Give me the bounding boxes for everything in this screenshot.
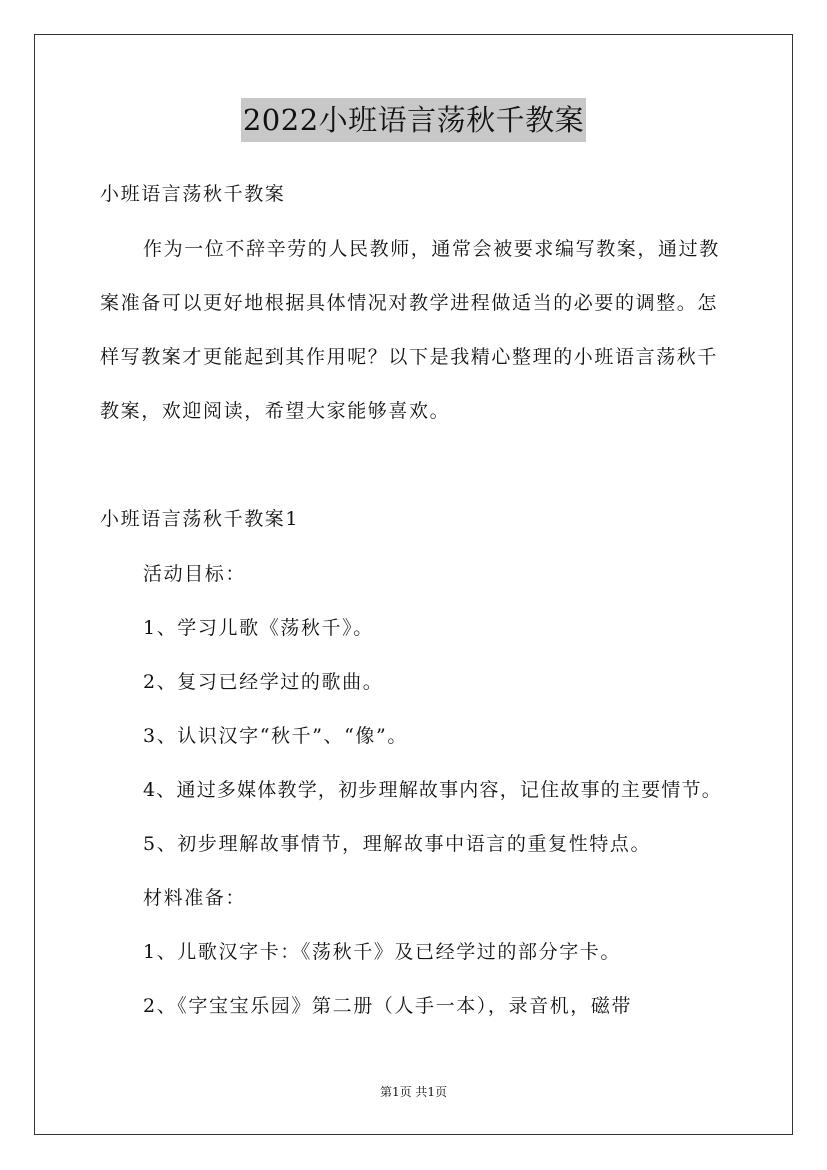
goal-item: 3、认识汉字“秋千”、“像”。 xyxy=(143,725,408,747)
goals-heading: 活动目标： xyxy=(143,563,247,585)
document-subtitle: 小班语言荡秋千教案 xyxy=(100,183,286,205)
materials-heading: 材料准备： xyxy=(143,887,247,909)
document-title: 2022小班语言荡秋千教案 xyxy=(241,98,586,142)
materials-item: 1、儿歌汉字卡：《荡秋千》及已经学过的部分字卡。 xyxy=(143,941,621,963)
intro-line: 案准备可以更好地根据具体情况对教学进程做适当的必要的调整。怎 xyxy=(100,292,719,314)
intro-line: 样写教案才更能起到其作用呢？以下是我精心整理的小班语言荡秋千 xyxy=(100,346,719,368)
goal-item: 1、学习儿歌《荡秋千》。 xyxy=(143,617,374,639)
goal-item: 4、通过多媒体教学，初步理解故事内容，记住故事的主要情节。 xyxy=(143,779,722,801)
section-heading: 小班语言荡秋千教案1 xyxy=(100,508,300,530)
materials-item: 2、《字宝宝乐园》第二册（人手一本），录音机，磁带 xyxy=(143,995,633,1017)
goal-item: 2、复习已经学过的歌曲。 xyxy=(143,671,384,693)
goal-item: 5、初步理解故事情节，理解故事中语言的重复性特点。 xyxy=(143,833,652,855)
intro-line: 教案，欢迎阅读，希望大家能够喜欢。 xyxy=(100,400,451,422)
intro-line: 作为一位不辞辛劳的人民教师，通常会被要求编写教案，通过教 xyxy=(143,238,720,260)
page-number: 第1页 共1页 xyxy=(379,1085,448,1099)
